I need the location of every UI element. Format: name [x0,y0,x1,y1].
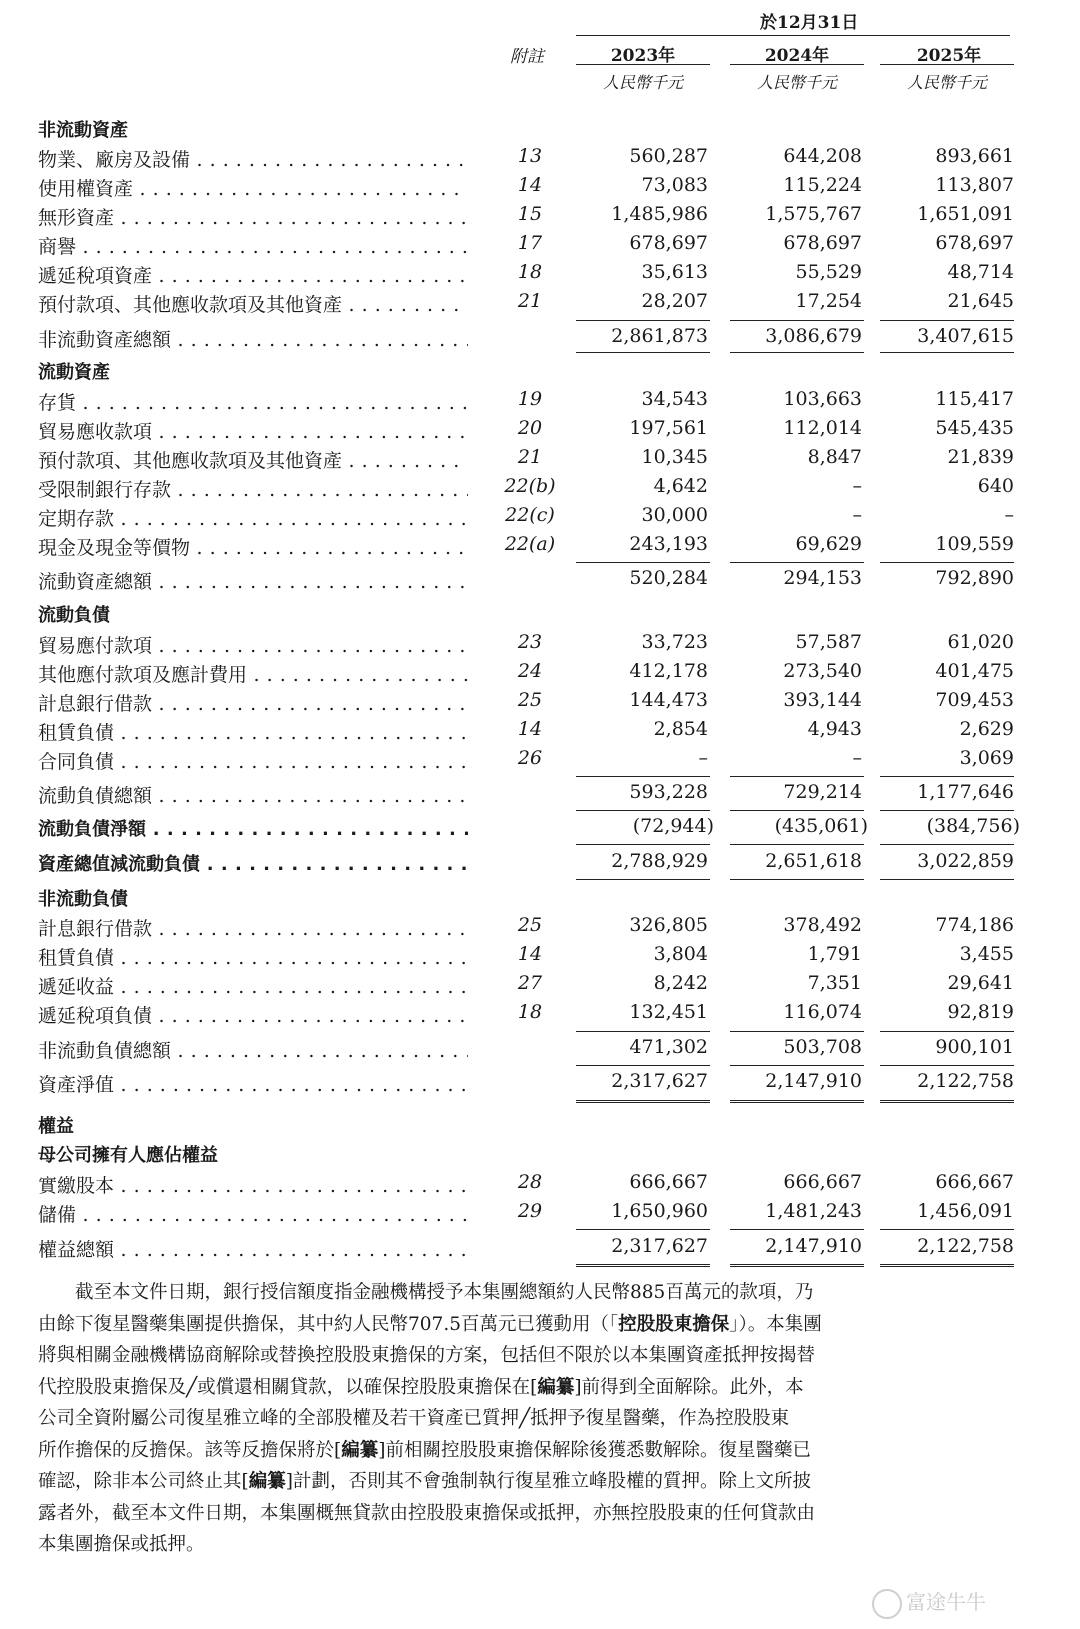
value-2023: – [698,747,708,769]
row-note: 13 [517,145,543,167]
value-2025: 3,069 [959,747,1014,769]
subtotal-rule [576,810,710,811]
subtotal-rule [576,879,710,880]
row-label: 貿易應收款項 . . . [38,417,468,444]
text-run: 所作擔保的反擔保。該等反擔保將於[ [38,1439,342,1461]
row-label: 實繳股本 . . . [38,1171,468,1198]
value-2023: 326,805 [629,914,708,936]
period-rule [576,35,1010,36]
row-note: 25 [517,914,543,936]
futu-logo-icon [872,1589,902,1619]
year-rule [576,64,710,65]
value-2024: 393,144 [783,689,862,711]
unit-label: 人民幣千元 [906,73,987,92]
double-rule [730,1264,864,1267]
value-2025: 92,819 [947,1001,1014,1023]
value-2023: 666,667 [629,1171,708,1193]
section-label: 非流動負債 [38,889,128,910]
row-note: 23 [517,631,543,653]
value-2025: 678,697 [935,232,1014,254]
value-2023: 2,861,873 [611,325,708,347]
table-row [0,174,1080,203]
guarantee-paragraph [38,1277,1018,1561]
table-row [0,417,1080,446]
text-run: ]計劃，否則其不會強制執行復星雅立峰股權的質押。除上文所披 [285,1471,811,1492]
table-row [0,145,1080,174]
total-row [0,815,1080,844]
table-row [0,718,1080,747]
value-2025: 113,807 [935,174,1014,196]
row-note: 24 [517,660,543,682]
value-2023: 1,650,960 [611,1200,708,1222]
value-2024: 57,587 [795,631,862,653]
value-2025: 893,661 [935,145,1014,167]
text-run: ]前相關控股股東擔保解除後獲悉數解除。復星醫藥已 [378,1439,811,1461]
subtotal-rule [730,1065,864,1066]
value-2024: 115,224 [783,174,862,196]
table-row [0,290,1080,319]
row-note: 21 [517,446,543,468]
section-label: 流動負債 [38,605,110,626]
value-2023: 144,473 [629,689,708,711]
subtotal-rule [730,1031,864,1032]
subtotal-rule [576,1065,710,1066]
value-2023: 73,083 [641,174,708,196]
value-2025: 545,435 [935,417,1014,439]
table-row [0,475,1080,504]
value-2023: 2,317,627 [611,1235,708,1257]
row-label: 合同負債 . . . [38,747,468,774]
paragraph-line [38,1372,1018,1404]
subtotal-rule [730,776,864,777]
value-2024: 69,629 [795,533,862,555]
value-2023: 3,804 [653,943,708,965]
paragraph-line [38,1309,1018,1341]
subtotal-rule [576,844,710,845]
row-label: 物業、廠房及設備 . . . [38,145,468,172]
row-label: 計息銀行借款 . . . [38,689,468,716]
row-label: 其他應付款項及應計費用 . . . [38,660,468,687]
total-row [0,850,1080,879]
subtotal-rule [576,1031,710,1032]
row-note: 14 [517,718,543,740]
value-2025: 21,645 [947,290,1014,312]
row-label: 預付款項、其他應收款項及其他資產 . . . [38,290,468,317]
value-2023: 243,193 [629,533,708,555]
double-rule [576,1100,710,1103]
subtotal-rule [730,879,864,880]
table-row [0,232,1080,261]
value-2025: 1,456,091 [917,1200,1014,1222]
redacted-term: 編纂 [341,1439,379,1461]
value-2024: – [852,504,862,526]
value-2024: 294,153 [783,567,862,589]
row-label: 定期存款 . . . [38,504,468,531]
paragraph-line: 將與相關金融機構協商解除或替換控股股東擔保的方案，包括但不限於以本集團資產抵押按揭替 [38,1345,816,1366]
row-label: 計息銀行借款 . . . [38,914,468,941]
value-2024: 729,214 [783,781,862,803]
row-label: 遞延稅項負債 . . . [38,1001,468,1028]
row-note: 15 [517,203,543,225]
value-2024: 1,575,767 [765,203,862,225]
value-2024: 112,014 [783,417,862,439]
value-2023: 1,485,986 [611,203,708,225]
value-2024: – [852,747,862,769]
row-label: 權益總額 . . . [38,1235,468,1262]
double-rule [880,1264,1014,1267]
value-2023: 10,345 [641,446,708,468]
row-label: 現金及現金等價物 . . . [38,533,468,560]
row-note: 22(b) [504,475,556,497]
row-note: 22(a) [504,533,556,555]
value-2024: – [852,475,862,497]
value-2025: 3,455 [959,943,1014,965]
subtotal-rule [880,844,1014,845]
total-row [0,567,1080,596]
value-2025: 3,022,859 [917,850,1014,872]
row-label: 流動負債淨額 . . . [38,815,468,841]
double-rule [880,1100,1014,1103]
text-run: ]前得到全面解除。此外，本 [574,1376,804,1398]
value-2024: 17,254 [795,290,862,312]
value-2025: 3,407,615 [917,325,1014,347]
paragraph-line: 本集團擔保或抵押。 [38,1534,205,1555]
value-2025: (384,756) [926,815,1020,837]
value-2025: 48,714 [947,261,1014,283]
value-2023: 412,178 [629,660,708,682]
total-row [0,325,1080,354]
value-2023: 132,451 [629,1001,708,1023]
value-2023: 560,287 [629,145,708,167]
value-2023: 471,302 [629,1036,708,1058]
note-column-header: 附註 [510,47,544,67]
total-row [0,781,1080,810]
subtotal-rule [730,844,864,845]
row-label: 租賃負債 . . . [38,943,468,970]
value-2025: 1,177,646 [917,781,1014,803]
value-2023: 197,561 [629,417,708,439]
section-heading [0,1112,1080,1141]
value-2024: 1,481,243 [765,1200,862,1222]
value-2024: 4,943 [807,718,862,740]
year-rule [880,64,1014,65]
row-note: 14 [517,174,543,196]
row-label: 使用權資產 . . . [38,174,468,201]
value-2024: 3,086,679 [765,325,862,347]
subtotal-rule [880,1229,1014,1230]
section-label: 非流動資產 [38,120,128,141]
watermark-text: 富途牛牛 [906,1590,986,1614]
value-2024: (435,061) [774,815,868,837]
section-label: 母公司擁有人應佔權益 [38,1145,218,1166]
double-rule [576,1264,710,1267]
table-row [0,446,1080,475]
table-row [0,631,1080,660]
row-note: 18 [517,1001,543,1023]
double-rule [730,1100,864,1103]
row-note: 18 [517,261,543,283]
row-label: 遞延收益 . . . [38,972,468,999]
value-2024: 644,208 [783,145,862,167]
subtotal-rule [880,879,1014,880]
row-label: 商譽 . . . [38,232,468,259]
table-row [0,1200,1080,1229]
paragraph-line: 露者外，截至本文件日期，本集團概無貸款由控股股東擔保或抵押，亦無控股股東的任何貸款由 [38,1502,816,1524]
row-label: 受限制銀行存款 . . . [38,475,468,502]
row-label: 遞延稅項資產 . . . [38,261,468,288]
value-2024: 55,529 [795,261,862,283]
row-label: 貿易應付款項 . . . [38,631,468,658]
paragraph-line [38,1435,1018,1467]
row-label: 資產淨值 . . . [38,1070,468,1097]
value-2025: 109,559 [935,533,1014,555]
row-label: 非流動負債總額 . . . [38,1036,468,1063]
value-2024: 1,791 [807,943,862,965]
value-2023: 28,207 [641,290,708,312]
value-2024: 2,651,618 [765,850,862,872]
total-row [0,1235,1080,1264]
table-row [0,261,1080,290]
table-row [0,943,1080,972]
text-run: 」）。本集團 [729,1313,822,1335]
redacted-term: 編纂 [248,1471,286,1492]
value-2025: – [1004,504,1014,526]
value-2025: 115,417 [935,388,1014,410]
row-label: 預付款項、其他應收款項及其他資產 . . . [38,446,468,473]
table-row [0,203,1080,232]
value-2024: 378,492 [783,914,862,936]
value-2024: 2,147,910 [765,1070,862,1092]
value-2024: 666,667 [783,1171,862,1193]
total-row [0,1070,1080,1099]
value-2025: 666,667 [935,1171,1014,1193]
row-label: 無形資產 . . . [38,203,468,230]
row-label: 流動負債總額 . . . [38,781,468,808]
subtotal-rule [880,1065,1014,1066]
value-2025: 1,651,091 [917,203,1014,225]
table-row [0,747,1080,776]
section-heading [0,116,1080,145]
paragraph-line: 截至本文件日期，銀行授信額度指金融機構授予本集團總額約人民幣885百萬元的款項，乃 [75,1282,814,1303]
row-label: 儲備 . . . [38,1200,468,1227]
paragraph-line: 公司全資附屬公司復星雅立峰的全部股權及若干資產已質押╱抵押予復星醫藥，作為控股股東 [38,1408,790,1429]
table-row [0,1171,1080,1200]
subtotal-rule [880,1031,1014,1032]
value-2025: 640 [977,475,1014,497]
table-row [0,914,1080,943]
table-row [0,504,1080,533]
value-2023: 678,697 [629,232,708,254]
redacted-term: 編纂 [537,1376,575,1398]
row-note: 26 [517,747,543,769]
section-heading [0,358,1080,387]
row-note: 25 [517,689,543,711]
text-run: 由餘下復星醫藥集團提供擔保，其中約人民幣707.5百萬元已獲動用（「 [38,1313,619,1335]
section-label: 權益 [38,1116,74,1137]
value-2025: 21,839 [947,446,1014,468]
value-2024: 273,540 [783,660,862,682]
total-row [0,1036,1080,1065]
value-2023: 33,723 [641,631,708,653]
value-2025: 2,122,758 [917,1235,1014,1257]
subtotal-rule [730,352,864,353]
row-note: 19 [517,388,543,410]
value-2023: 30,000 [641,504,708,526]
subtotal-rule [880,562,1014,563]
row-note: 22(c) [505,504,555,526]
row-label: 租賃負債 . . . [38,718,468,745]
table-row [0,972,1080,1001]
value-2023: 520,284 [629,567,708,589]
year-header-2023: 2023年 [610,46,676,66]
row-label: 非流動資產總額 . . . [38,325,468,352]
text-run: 代控股股東擔保及╱或償還相關貸款，以確保控股股東擔保在[ [38,1376,538,1398]
value-2024: 678,697 [783,232,862,254]
subtotal-rule [576,1229,710,1230]
value-2024: 2,147,910 [765,1235,862,1257]
value-2025: 29,641 [947,972,1014,994]
subtotal-rule [576,562,710,563]
row-note: 28 [517,1171,543,1193]
row-note: 20 [517,417,543,439]
row-note: 14 [517,943,543,965]
table-row [0,689,1080,718]
value-2024: 8,847 [807,446,862,468]
value-2024: 116,074 [783,1001,862,1023]
table-row [0,388,1080,417]
row-note: 21 [517,290,543,312]
value-2023: 34,543 [641,388,708,410]
section-heading [0,601,1080,630]
value-2023: 35,613 [641,261,708,283]
subtotal-rule [576,320,710,321]
section-label: 流動資產 [38,362,110,383]
period-header: 於12月31日 [760,13,859,33]
value-2025: 792,890 [935,567,1014,589]
subtotal-rule [880,320,1014,321]
row-label: 存貨 . . . [38,388,468,415]
value-2023: (72,944) [632,815,714,837]
value-2023: 2,854 [653,718,708,740]
value-2025: 774,186 [935,914,1014,936]
subtotal-rule [576,776,710,777]
row-label: 流動資產總額 . . . [38,567,468,594]
table-row [0,660,1080,689]
table-row [0,533,1080,562]
value-2024: 103,663 [783,388,862,410]
watermark [872,1586,986,1619]
row-note: 29 [517,1200,543,1222]
subtotal-rule [576,352,710,353]
subtotal-rule [880,352,1014,353]
value-2024: 7,351 [807,972,862,994]
value-2024: 503,708 [783,1036,862,1058]
subtotal-rule [730,810,864,811]
row-note: 27 [517,972,543,994]
subtotal-rule [730,320,864,321]
year-header-2024: 2024年 [764,46,830,66]
year-header-2025: 2025年 [916,46,982,66]
table-row [0,1001,1080,1030]
value-2025: 401,475 [935,660,1014,682]
value-2025: 61,020 [947,631,1014,653]
section-heading [0,885,1080,914]
value-2025: 2,122,758 [917,1070,1014,1092]
section-heading [0,1141,1080,1170]
text-run: 確認，除非本公司終止其[ [38,1471,249,1492]
value-2025: 900,101 [935,1036,1014,1058]
subtotal-rule [730,1229,864,1230]
row-note: 17 [517,232,543,254]
defined-term: 控股股東擔保 [618,1313,730,1335]
subtotal-rule [880,810,1014,811]
subtotal-rule [730,562,864,563]
value-2025: 709,453 [935,689,1014,711]
year-rule [730,64,864,65]
paragraph-line [38,1466,1018,1498]
value-2023: 2,788,929 [611,850,708,872]
subtotal-rule [880,776,1014,777]
value-2023: 593,228 [629,781,708,803]
value-2025: 2,629 [959,718,1014,740]
unit-label: 人民幣千元 [756,73,837,92]
value-2023: 4,642 [653,475,708,497]
value-2023: 8,242 [653,972,708,994]
row-label: 資產總值減流動負債 . . . [38,850,468,876]
value-2023: 2,317,627 [611,1070,708,1092]
unit-label: 人民幣千元 [602,73,683,92]
